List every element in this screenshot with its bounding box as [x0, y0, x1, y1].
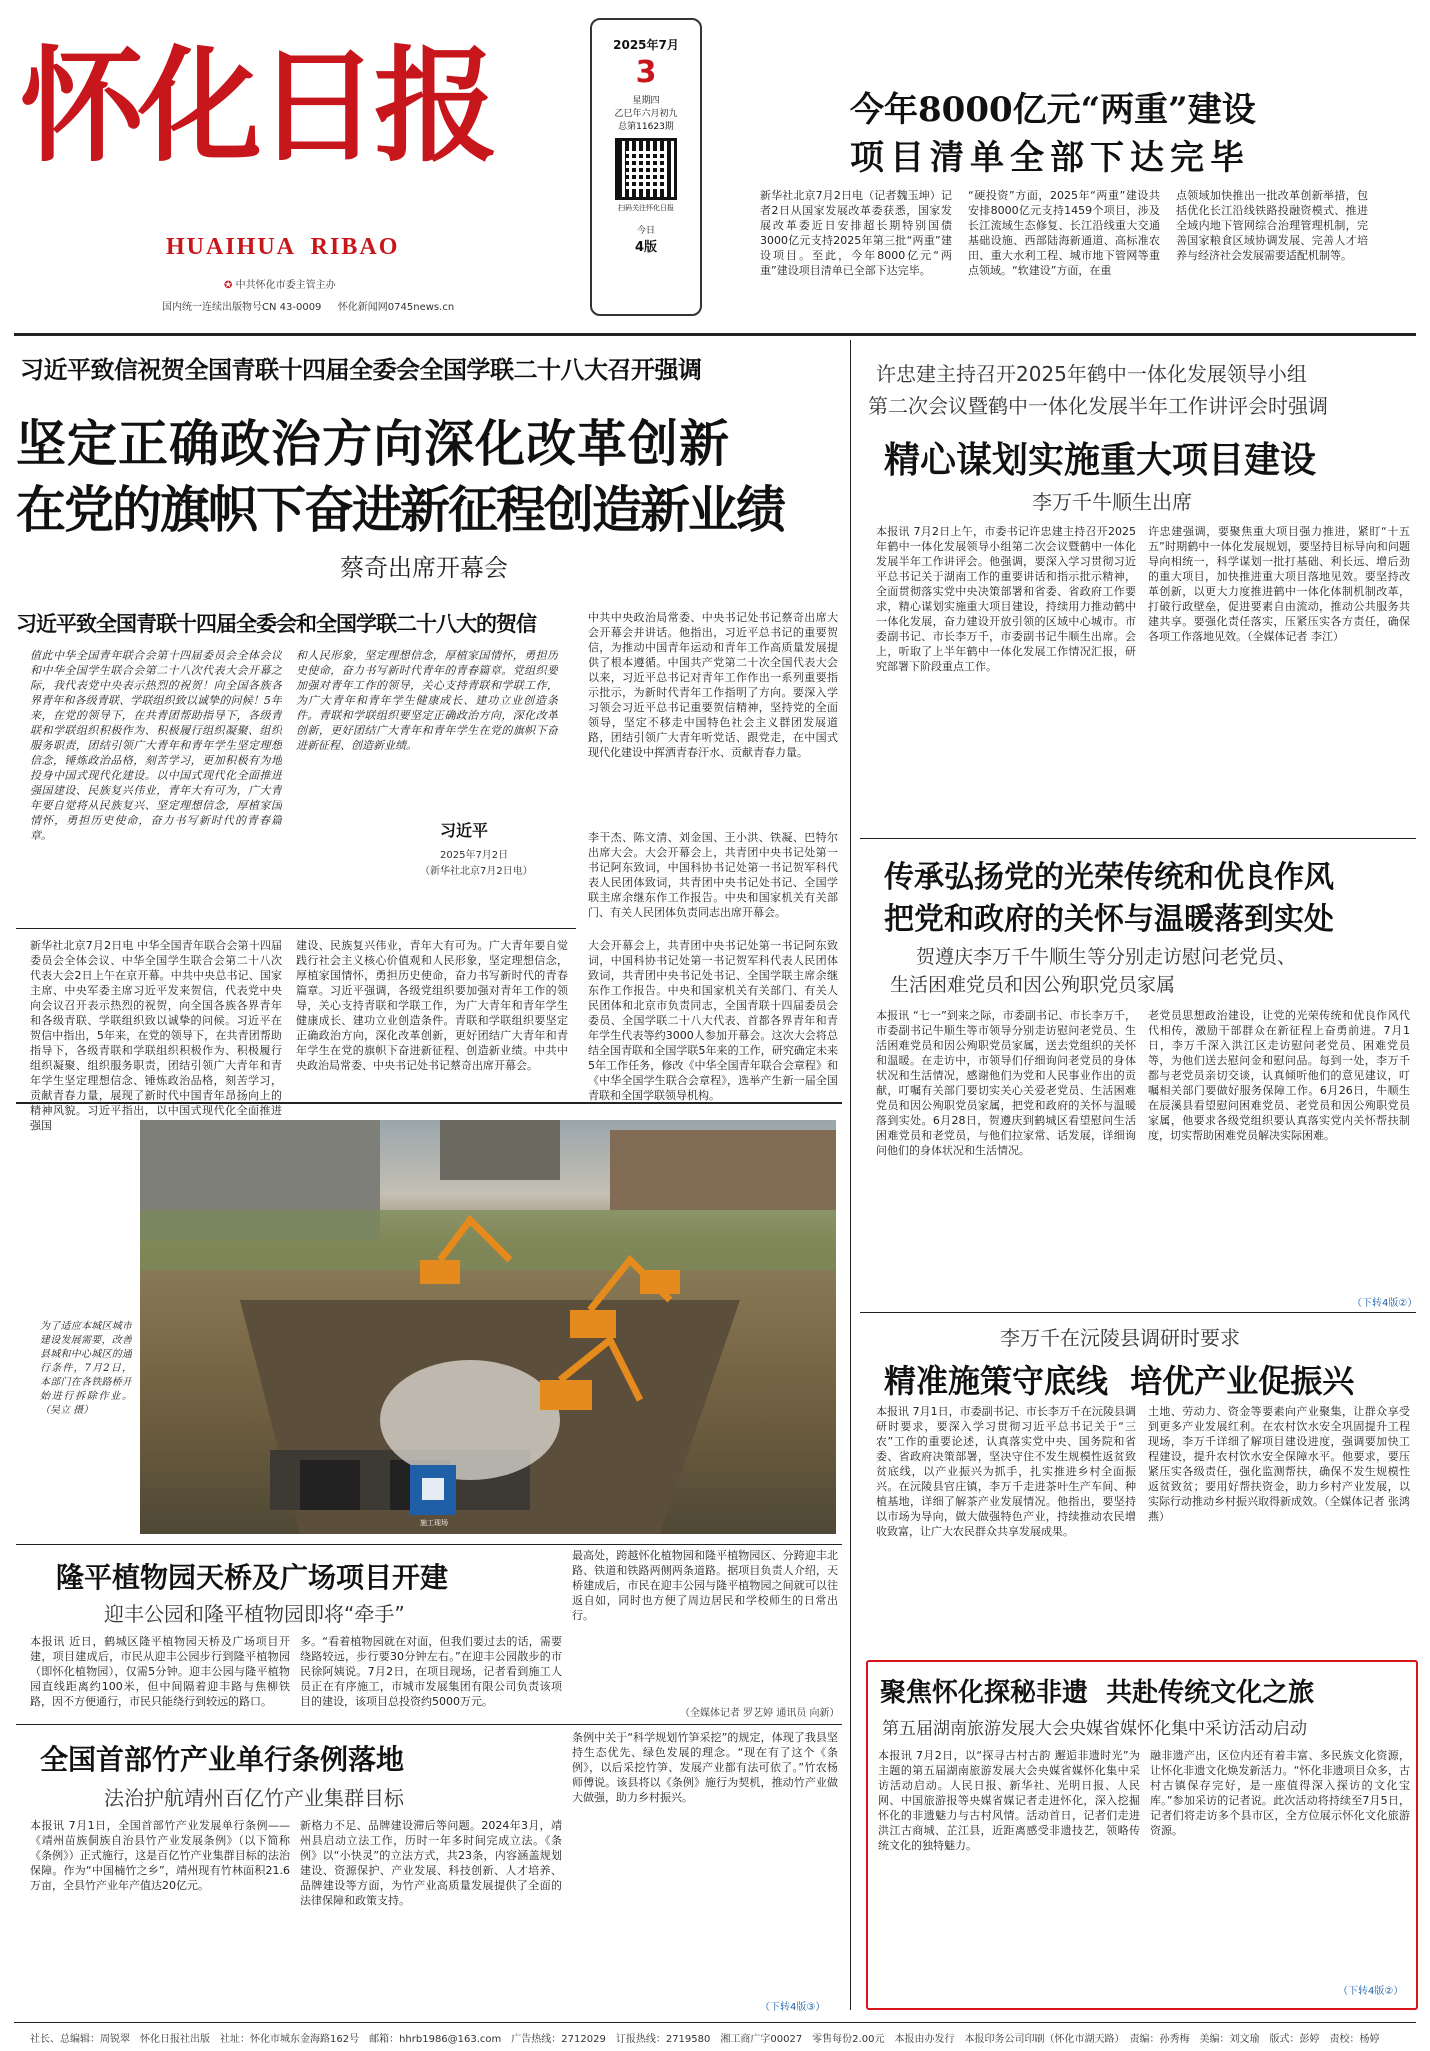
right1-headline: 精心谋划实施重大项目建设	[884, 439, 1317, 481]
lead-headline-2: 在党的旗帜下奋进新征程创造新业绩	[16, 480, 784, 539]
news-photo	[140, 1120, 836, 1534]
right1-kicker-2: 第二次会议暨鹤中一体化发展半年工作讲评会时强调	[868, 394, 1328, 418]
right2-continued[interactable]: （下转4版②）	[1352, 1298, 1418, 1309]
lead-headline-1: 坚定正确政治方向深化改革创新	[16, 414, 730, 473]
right3-col-1: 本报讯 7月1日，市委副书记、市长李万千在沅陵县调研时要求，要深入学习贯彻习近平总书记关于“三农”工作的重要论述，认真落实党中央、国务院和省委、省政府决策部署，坚决守住不发生规模性返贫致贫底线，以产业振兴为抓手，扎实推进乡村全面振兴。在沅陵县官庄镇，李万千走进茶叶生产车间、种植基地，详细了解茶产业发展情况。他指出，要坚持以市场为导向，做大做强特色产业，持续推动农民增收致富，让广大农民群众共享发展成果。	[876, 1405, 1136, 1538]
date-year-month: 2025年7月	[613, 38, 679, 52]
letter-text-col-2: 和人民形象，坚定理想信念，厚植家国情怀，勇担历史使命，奋力书写新时代青年的青春篇章。党组织要加强对青年工作的领导，关心支持青联和学联工作，为广大青年和青年学生健康成长、建功立业创造条件。青联和学联组织要坚定正确政治方向，深化改革创新，更好团结广大青年和青年学生在党的旗帜下奋进新征程、创造新业绩。	[296, 649, 558, 752]
letter-title: 习近平致全国青联十四届全委会和全国学联二十八大的贺信	[16, 611, 536, 636]
lunar-date: 乙巳年六月初九	[614, 109, 678, 119]
botanical-deck: 迎丰公园和隆平植物园即将“牵手”	[104, 1602, 405, 1626]
botanical-divider	[16, 1724, 842, 1725]
right2-headline-1: 传承弘扬党的光荣传统和优良作风	[884, 860, 1334, 895]
lead-body-col-a: 新华社北京7月2日电 中华全国青年联合会第十四届委员会全体会议、中华全国学生联合会第二十八次代表大会2日上午在京开幕。中共中央总书记、国家主席、中央军委主席习近平发来贺信，代表党中央向会议召开表示热烈的祝贺，向全国各族各界青年和各级青联、学联组织致以诚挚的问候。习近平在贺信中指出，5年来，在党的领导下，在共青团帮助指导下，各级青联和学联组织积极作为、积极履行组织凝聚、组织服务职责，团结引领广大青年和青年学生坚定理想信念、锤炼政治品格，刻苦学习，贡献青春力量，展现了新时代中国青年昂扬向上的精神风貌。习近平指出，以中国式现代化全面推进强国	[30, 939, 282, 1132]
masthead-divider	[14, 333, 1416, 336]
top-story	[720, 14, 1420, 324]
footer-divider	[14, 2022, 1416, 2023]
right1-deck: 李万千牛顺生出席	[1032, 490, 1192, 514]
right3-kicker: 李万千在沅陵县调研时要求	[1000, 1326, 1240, 1350]
website-text: 怀化新闻网0745news.cn	[337, 302, 455, 313]
letter-signature-source: （新华社北京7月2日电）	[420, 866, 533, 877]
top-story-col-3: 点领域加快推出一批改革创新举措，包括优化长江沿线铁路投融资模式、推进全域内地下管网综合治理管理机制，完善国家粮食区域协调发展、完善人才培养与经济社会发展需要适配机制等。	[1176, 189, 1368, 262]
pages-label: 今日	[636, 226, 655, 236]
publisher-text: 中共怀化市委主管主办	[235, 280, 336, 291]
culture-continued[interactable]: （下转4版②）	[1338, 1986, 1404, 1997]
bamboo-continued[interactable]: （下转4版③）	[760, 2002, 826, 2013]
botanical-col-3: 最高处，跨越怀化植物园和隆平植物园区、分跨迎丰北路、铁道和铁路两侧两条道路。据项目负责人介绍，天桥建成后，市民在迎丰公园与隆平植物园之间就可以往返自如，同时也方便了周边居民和学校师生的日常出行。	[572, 1549, 838, 1622]
culture-headline: 聚焦怀化探秘非遗 共赴传统文化之旅	[880, 1678, 1315, 1708]
right3-headline: 精准施策守底线 培优产业促振兴	[884, 1362, 1355, 1400]
separator	[325, 302, 335, 313]
lead-kicker: 习近平致信祝贺全国青联十四届全委会全国学联二十八大召开强调	[20, 356, 702, 384]
right1-col-1: 本报讯 7月2日上午，市委书记许忠建主持召开2025年鹤中一体化发展领导小组第二次会议暨鹤中一体化发展半年工作讲评会。他强调，要深入学习贯彻习近平总书记关于湖南工作的重要讲话和指示批示精神，全面贯彻落实党中央决策部署和省委、省政府工作要求，精心谋划实施重大项目建设，持续用力推动鹤中一体化发展，奋力建设开放引领的区域中心城市。市委副书记、市长李万千，市委副书记牛顺生出席。会上，听取了上半年鹤中一体化发展工作情况汇报，研究部署下阶段重点工作。	[876, 525, 1136, 673]
letter-signature-date: 2025年7月2日	[440, 850, 509, 861]
right2-headline-2: 把党和政府的关怀与温暖落到实处	[884, 902, 1334, 937]
footer-text: 社长、总编辑：周锐翠 怀化日报社出版 社址：怀化市城东金海路162号 邮箱：hhrb1986@163.com 广告热线：2712029 订报热线：2719580 湘工商广字00027 零售每份2.00元 本报由办发行 本报印务公司印刷（怀化市湖天路） 责编：孙秀梅 美编：刘文瑜 版式：彭婷 责校：杨婷	[30, 2034, 1380, 2045]
right1-kicker-1: 许忠建主持召开2025年鹤中一体化发展领导小组	[876, 362, 1307, 386]
construction-scene-icon	[140, 1120, 836, 1534]
party-emblem-icon: ✪	[224, 280, 233, 291]
bamboo-col-3: 条例中关于“科学规划竹笋采挖”的规定，体现了我县坚持生态优先、绿色发展的理念。“现在有了这个《条例》，以后采挖竹笋、发展产业都有法可依了。”竹农杨师傅说。该县将以《条例》施行为契机，推动竹产业做大做强，助力乡村振兴。	[572, 1731, 838, 1804]
left-section-divider	[16, 1102, 842, 1104]
bamboo-headline: 全国首部竹产业单行条例落地	[40, 1743, 405, 1776]
right2-col-2: 老党员思想政治建设，让党的光荣传统和优良作风代代相传，激励干部群众在新征程上奋勇前进。7月1日，李万千深入洪江区走访慰问老党员、困难党员等，为他们送去慰问金和慰问品。每到一处，李万千都与老党员亲切交谈，认真倾听他们的意见建议，叮嘱相关部门要做好服务保障工作。6月26日，牛顺生在辰溪县看望慰问困难党员、老党员和因公殉职党员家属，他要求各级党组织要认真落实党内关怀帮扶制度，切实帮助困难党员解决实际困难。	[1148, 1009, 1410, 1142]
highlight-box	[866, 1660, 1418, 2010]
pages-count: 4版	[634, 240, 658, 255]
lead-right-col: 中共中央政治局常委、中央书记处书记蔡奇出席大会开幕会并讲话。他指出，习近平总书记的重要贺信，为推动中国青年运动和青年工作高质量发展提供了根本遵循。中国共产党第二十次全国代表大会以来，习近平总书记对青年工作作出一系列重要指示批示，为新时代青年工作指明了方向。要深入学习领会习近平总书记重要贺信精神，坚持党的全面领导，坚定不移走中国特色社会主义群团发展道路，团结引领广大青年听党话、跟党走，在中国式现代化建设中挥洒青春汗水、贡献青春力量。	[588, 611, 838, 759]
column-divider	[850, 340, 851, 2010]
culture-col-2: 融非遗产出，区位内还有着丰富、多民族文化资源，让怀化非遗文化焕发新活力。“怀化非遗项目众多，古村古镇保存完好，是一座值得深入探访的文化宝库。”参加采访的记者说。此次活动将持续至7月5日，记者们将走访多个县市区，全方位展示怀化文化旅游资源。	[1150, 1749, 1410, 1837]
qr-code-icon[interactable]	[615, 138, 677, 200]
right2-divider	[860, 1312, 1416, 1313]
lead-deck: 蔡奇出席开幕会	[340, 554, 508, 582]
photo-caption: 为了适应本城区城市建设发展需要，改善县城和中心城区的通行条件，7月2日，本部门在各铁路桥开始进行拆除作业。（吴立 摄）	[40, 1321, 132, 1416]
right2-deck-1: 贺遵庆李万千牛顺生等分别走访慰问老党员、	[916, 946, 1297, 968]
right3-col-2: 土地、劳动力、资金等要素向产业聚集，让群众享受到更多产业发展红利。在农村饮水安全巩固提升工程现场，李万千详细了解项目建设进度，强调要加快工程建设，提升农村饮水安全保障水平。他要求，要压紧压实各级责任，强化监测帮扶，确保不发生规模性返贫致贫；要用好帮扶资金，助力乡村产业发展，以实际行动推动乡村振兴取得新成效。（全媒体记者 张鸿燕）	[1148, 1405, 1410, 1523]
issue-number: 总第11623期	[618, 122, 674, 132]
botanical-headline: 隆平植物园天桥及广场项目开建	[56, 1561, 449, 1594]
masthead-cn-number	[162, 298, 454, 313]
culture-col-1: 本报讯 7月2日，以“探寻古村古韵 邂逅非遗时光”为主题的第五届湖南旅游发展大会央媒省媒怀化集中采访活动启动。人民日报、新华社、光明日报、人民网、中国旅游报等央媒省媒记者走进怀化，深入挖掘怀化的非遗魅力与古村风情。活动首日，记者们走进洪江古商城、芷江县，近距离感受非遗技艺，领略传统文化的独特魅力。	[878, 1749, 1140, 1852]
weekday: 星期四	[632, 96, 660, 106]
date-day: 3	[635, 55, 657, 90]
bamboo-col-1: 本报讯 7月1日，全国首部竹产业发展单行条例——《靖州苗族侗族自治县竹产业发展条例》（以下简称《条例》）正式施行，这是百亿竹产业集群目标的法治保障。作为“中国楠竹之乡”，靖州现有竹林面积21.6万亩，全县竹产业年产值达20亿元。	[30, 1819, 290, 1892]
lead-body-col-b: 建设、民族复兴伟业，青年大有可为。广大青年要自觉践行社会主义核心价值观和人民形象，坚定理想信念，厚植家国情怀，勇担历史使命，奋力书写新时代的青春篇章。习近平强调，各级党组织要加强对青年工作的领导，关心支持青联和学联工作，为广大青年和青年学生健康成长、建功立业创造条件。青联和学联组织要坚定正确政治方向，深化改革创新，更好团结广大青年和青年学生在党的旗帜下奋进新征程、创造新业绩。中共中央政治局常委、中央书记处书记蔡奇出席开幕会。	[296, 939, 568, 1072]
date-box	[590, 18, 702, 316]
masthead	[14, 14, 574, 314]
botanical-col-1: 本报讯 近日，鹤城区隆平植物园天桥及广场项目开建，项目建成后，市民从迎丰公园步行到隆平植物园（即怀化植物园），仅需5分钟。迎丰公园与隆平植物园直线距离约100米，但中间隔着迎丰路与焦柳铁路，因不方便通行，市民只能绕行到较远的路口。	[30, 1635, 290, 1708]
botanical-byline: （全媒体记者 罗艺婷 通讯员 向新）	[680, 1708, 840, 1719]
letter-divider	[16, 928, 576, 929]
letter-text-col-1: 值此中华全国青年联合会第十四届委员会全体会议和中华全国学生联合会第二十八次代表大会开幕之际，我代表党中央表示热烈的祝贺！向全国各族各界青年和各级青联、学联组织致以诚挚的问候！5年来，在党的领导下，在共青团帮助指导下，各级青联和学联组织积极作为、积极履行组织凝聚、组织服务职责，团结引领广大青年和青年学生坚定理想信念，锤炼政治品格，刻苦学习，更加积极有为地投身中国式现代化建设。以中国式现代化全面推进强国建设、民族复兴伟业，青年大有可为，广大青年要自觉将从民族复兴、坚定理想信念，厚植家国情怀，勇担历史使命，奋力书写新时代的青春篇章。	[30, 649, 282, 842]
lead-body-col-c: 大会开幕会上，共青团中央书记处第一书记阿东致词，中国科协书记处第一书记贺军科代表人民团体致词，共青团中央书记处书记、全国学联主席余继东作工作报告。中央和国家机关有关部门、有关人民团体和北京市负责同志，全国青联十四届委员会委员、全国学联二十八大代表、首都各界青年和青年学生代表等约3000人参加开幕会。这次大会将总结全国青联和全国学联5年来的工作，研究确定未来5年工作任务，修改《中华全国青年联合会章程》和《中华全国学生联合会章程》，选举产生新一届全国青联和全国学联领导机构。	[588, 939, 838, 1102]
culture-deck: 第五届湖南旅游发展大会央媒省媒怀化集中采访活动启动	[882, 1719, 1307, 1739]
right2-deck-2: 生活困难党员和因公殉职党员家属	[890, 974, 1176, 996]
right1-divider	[860, 838, 1416, 839]
right1-col-2: 许忠建强调，要聚焦重大项目强力推进，紧盯“十五五”时期鹤中一体化发展规划，要坚持目标导向和问题导向相统一，科学谋划一批打基础、利长远、增后劲的重大项目，加快推进重大项目落地见效。要坚持改革创新，以更大力度推进鹤中一体化体制机制改革，打破行政壁垒，促进要素自由流动，推动公共服务共建共享。要强化责任落实，压紧压实各方责任，确保各项工作落地见效。（全媒体记者 李江）	[1148, 525, 1410, 643]
photo-sign-text: 施工现场	[420, 1519, 448, 1527]
photo-divider	[16, 1544, 842, 1545]
letter-signature: 习近平	[440, 821, 489, 840]
cn-number-text: 国内统一连续出版物号CN 43-0009	[162, 302, 322, 313]
top-story-col-2: “硬投资”方面，2025年“两重”建设共安排8000亿元支持1459个项目，涉及长江流域生态修复、长江沿线重大交通基础设施、西部陆海新通道、高标准农田、重大水利工程、城市地下管网等重点领域。“软建设”方面，在重	[968, 189, 1160, 277]
top-story-headline-1: 今年8000亿元“两重”建设	[850, 90, 1256, 130]
masthead-title: 怀化日报	[20, 34, 493, 179]
right2-col-1: 本报讯 “七一”到来之际，市委副书记、市长李万千，市委副书记牛顺生等市领导分别走访慰问老党员、生活困难党员和因公殉职党员家属，送去党组织的关怀和温暖。在走访中，市领导们仔细询问老党员的身体状况和生活情况，感谢他们为党和人民事业作出的贡献，叮嘱有关部门要切实关心关爱老党员、生活困难党员和因公殉职党员家属，把党和政府的关怀与温暖落到实处。6月28日，贺遵庆到鹤城区看望慰问生活困难党员和老党员，与他们拉家常、话发展，详细询问他们的身体状况和生活情况。	[876, 1009, 1136, 1157]
masthead-publisher	[224, 276, 336, 291]
masthead-pinyin: HUAIHUA RIBAO	[166, 234, 400, 260]
top-story-col-1: 新华社北京7月2日电（记者魏玉坤）记者2日从国家发展改革委获悉，国家发展改革委近日安排超长期特别国债3000亿元支持2025年第三批“两重”建设项目。至此，今年8000亿元“两重”建设项目清单已全部下达完毕。	[760, 189, 952, 277]
bamboo-deck: 法治护航靖州百亿竹产业集群目标	[104, 1786, 404, 1810]
top-story-headline-2: 项目清单全部下达完毕	[850, 138, 1250, 178]
lead-right-col-2: 李干杰、陈文清、刘金国、王小洪、铁凝、巴特尔出席大会。大会开幕会上，共青团中央书记处第一书记阿东致词，中国科协书记处第一书记贺军科代表人民团体致词，共青团中央书记处书记、全国学联主席余继东作工作报告。中央和国家机关有关部门、有关人民团体负责同志出席开幕会。	[588, 831, 838, 919]
qr-label: 扫码关注怀化日报	[618, 204, 674, 212]
bamboo-col-2: 新格力不足、品牌建设滞后等问题。2024年3月，靖州县启动立法工作，历时一年多时间完成立法。《条例》以“小快灵”的立法方式，共23条，内容涵盖规划建设、资源保护、产业发展、科技创新、人才培养、品牌建设等方面，为竹产业高质量发展提供了全面的法律保障和政策支持。	[300, 1819, 562, 1907]
botanical-col-2: 多。“看着植物园就在对面，但我们要过去的话，需要绕路较远，步行要30分钟左右。”在迎丰公园散步的市民徐阿姨说。7月2日，在项目现场，记者看到施工人员正在有序施工，市城市发展集团有限公司负责该项目的建设，该项目总投资约5000万元。	[300, 1635, 562, 1708]
